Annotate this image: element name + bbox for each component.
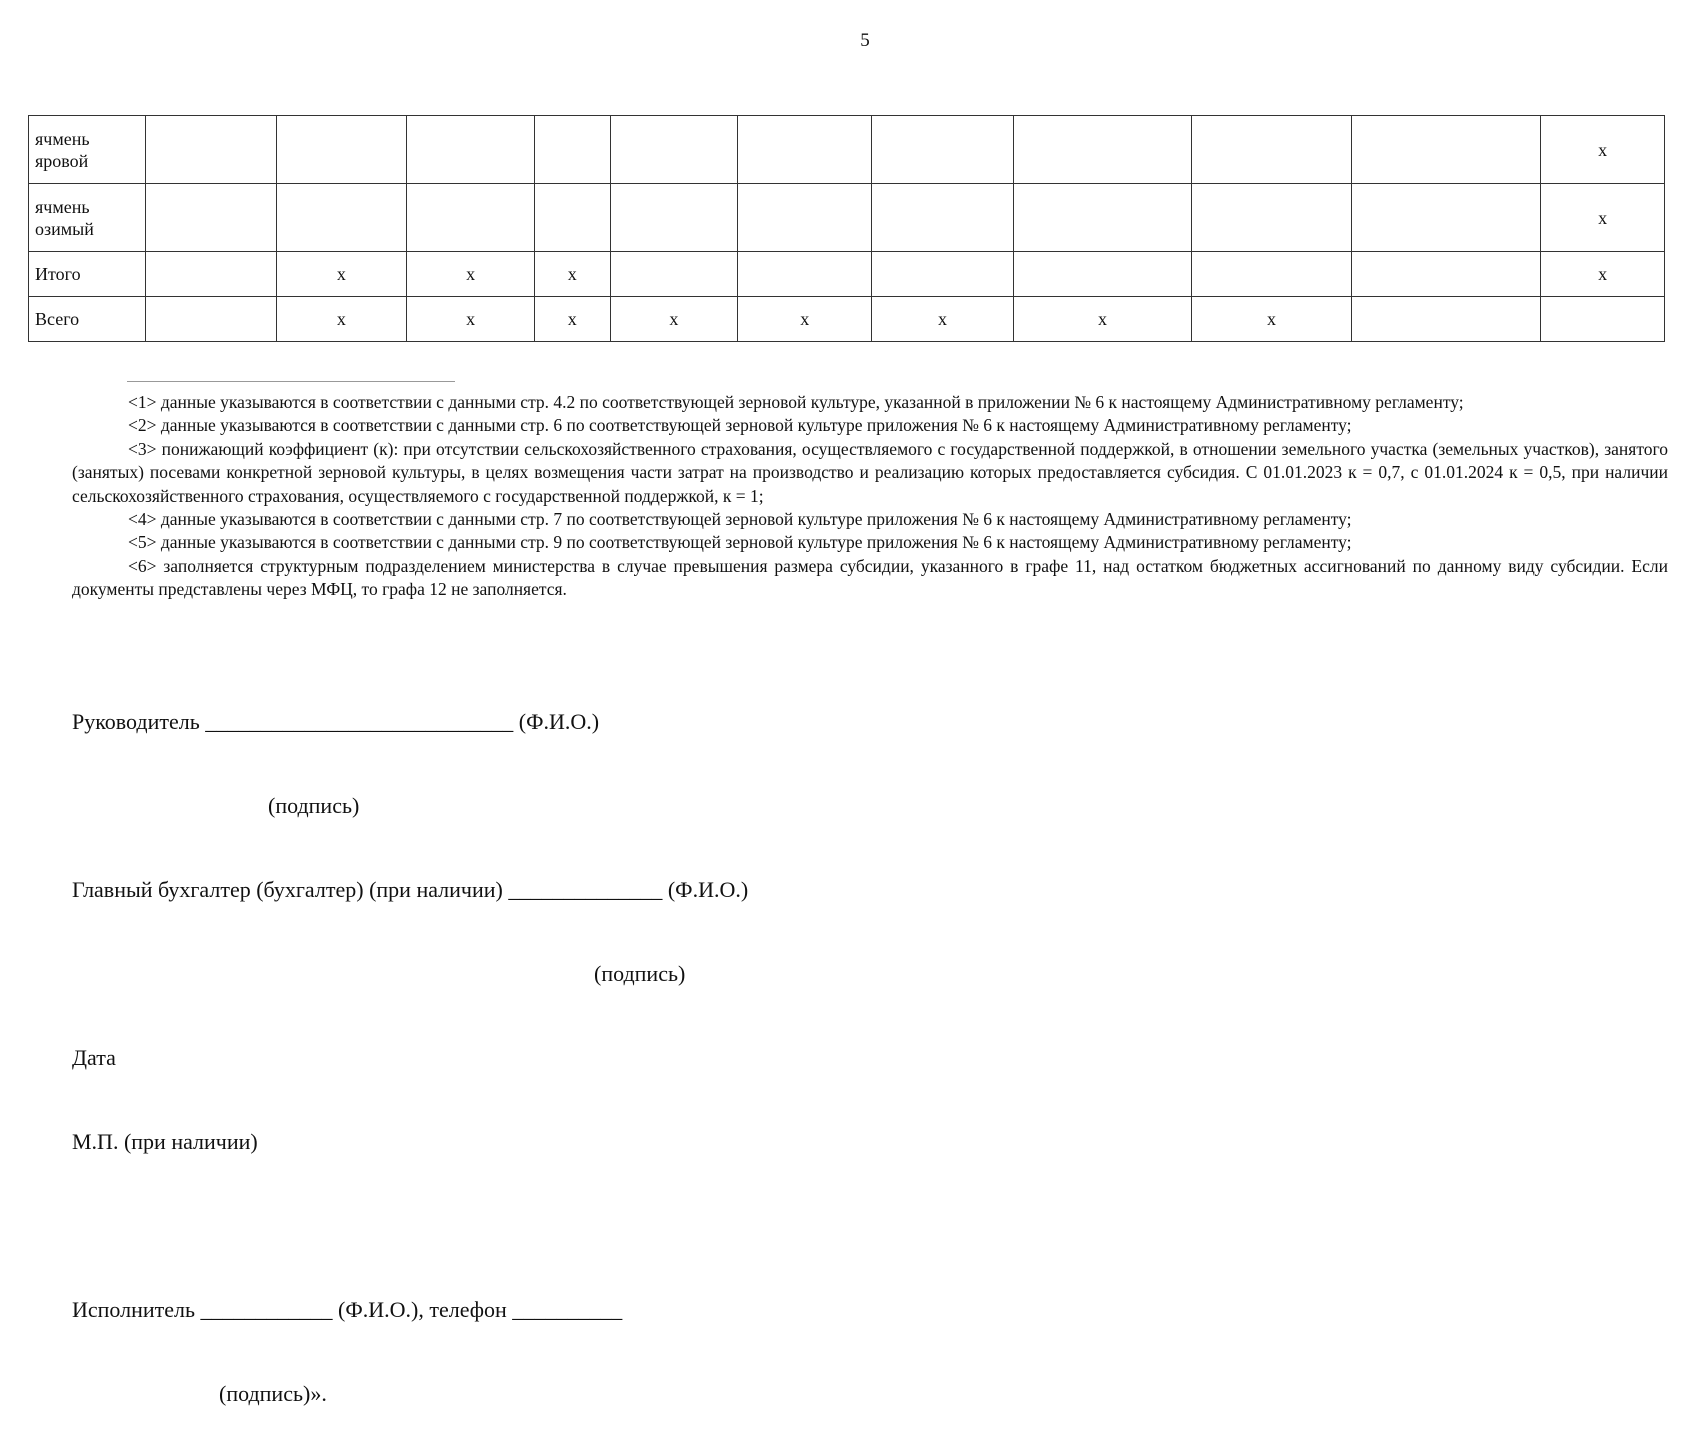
table-cell: [1352, 184, 1541, 252]
stamp-label: М.П. (при наличии): [72, 1129, 258, 1154]
table-cell: [872, 116, 1014, 184]
table-cell: [276, 184, 407, 252]
table-cell: х: [872, 297, 1014, 342]
footnote-1: <1> данные указываются в соответствии с данными стр. 4.2 по соответствующей зерновой культуре, указанной в приложении № 6 к настоящему Административному регламенту;: [128, 392, 1464, 412]
table-row: [29, 252, 1665, 297]
table-cell: [872, 252, 1014, 297]
accountant-signature-caption: (подпись): [594, 961, 686, 986]
table-cell: [1541, 297, 1665, 342]
row-label: Итого: [29, 252, 146, 297]
table-cell: [1192, 252, 1352, 297]
table-cell: [407, 116, 535, 184]
table-cell: [145, 297, 276, 342]
table-cell: [535, 184, 610, 252]
table-row: [29, 184, 1665, 252]
footnote-3: <3> понижающий коэффициент (к): при отсутствии сельскохозяйственного страхования, осуществляемого с государственной поддержкой, в отношении земельного участка (земельных участков), занятого (занятых) посевами конкретной зерновой культуры, в целях возмещения части затрат на производство и реализацию которых предоставляется субсидия. С 01.01.2023 к = 0,7, с 01.01.2024 к = 0,5, при наличии сельскохозяйственного страхования, осуществляемого с государственной поддержкой, к = 1;: [72, 438, 1668, 506]
accountant-signature-line: Главный бухгалтер (бухгалтер) (при наличии) ______________ (Ф.И.О.): [72, 877, 749, 902]
table-cell: [1013, 116, 1191, 184]
table-cell: [145, 184, 276, 252]
table-cell: [145, 116, 276, 184]
executor-signature-line: Исполнитель ____________ (Ф.И.О.), телефон __________: [72, 1297, 623, 1322]
row-label: ячмень озимый: [29, 184, 146, 252]
data-table: [28, 115, 1665, 342]
page-number: 5: [860, 30, 870, 51]
table-cell: [1352, 116, 1541, 184]
row-label: Всего: [29, 297, 146, 342]
signature-block: [72, 652, 748, 1436]
footnote-separator: [127, 381, 455, 382]
table-cell: х: [407, 252, 535, 297]
table-cell: [610, 252, 738, 297]
table-row: [29, 297, 1665, 342]
footnote-5: <5> данные указываются в соответствии с данными стр. 9 по соответствующей зерновой культуре приложения № 6 к настоящему Административному регламенту;: [128, 532, 1352, 553]
table-cell: [738, 116, 872, 184]
table-cell: [738, 252, 872, 297]
table-cell: [610, 184, 738, 252]
footnote-4: <4> данные указываются в соответствии с данными стр. 7 по соответствующей зерновой культуре приложения № 6 к настоящему Административному регламенту;: [128, 509, 1352, 530]
table-cell: х: [610, 297, 738, 342]
table-cell: [276, 116, 407, 184]
table-cell: х: [1541, 252, 1665, 297]
table-cell: х: [276, 252, 407, 297]
table-cell: х: [1192, 297, 1352, 342]
table-cell: х: [738, 297, 872, 342]
footnotes: [72, 391, 1668, 602]
footnote-6: <6> заполняется структурным подразделением министерства в случае превышения размера субсидии, указанного в графе 11, над остатком бюджетных ассигнований по данному виду субсидии. Если документы представлены через МФЦ, то графа 12 не заполняется.: [72, 555, 1668, 600]
table-cell: [535, 116, 610, 184]
date-label: Дата: [72, 1045, 116, 1070]
table-cell: х: [1541, 116, 1665, 184]
table-cell: [1013, 184, 1191, 252]
table-cell: [145, 252, 276, 297]
head-signature-caption: (подпись): [268, 793, 360, 818]
table-cell: х: [1013, 297, 1191, 342]
table-cell: [610, 116, 738, 184]
executor-signature-caption: (подпись)».: [219, 1381, 327, 1406]
table-cell: х: [407, 297, 535, 342]
head-signature-line: Руководитель ____________________________ (Ф.И.О.): [72, 709, 600, 734]
table-cell: [1192, 116, 1352, 184]
table-cell: [407, 184, 535, 252]
table-cell: [872, 184, 1014, 252]
row-label: ячмень яровой: [29, 116, 146, 184]
table-cell: х: [535, 297, 610, 342]
table-cell: [1013, 252, 1191, 297]
table-cell: [738, 184, 872, 252]
table-cell: х: [535, 252, 610, 297]
table-cell: [1192, 184, 1352, 252]
table-cell: [1352, 252, 1541, 297]
table-cell: х: [276, 297, 407, 342]
footnote-2: <2> данные указываются в соответствии с данными стр. 6 по соответствующей зерновой культуре приложения № 6 к настоящему Административному регламенту;: [128, 415, 1352, 436]
table-cell: [1352, 297, 1541, 342]
table-cell: х: [1541, 184, 1665, 252]
table-row: [29, 116, 1665, 184]
